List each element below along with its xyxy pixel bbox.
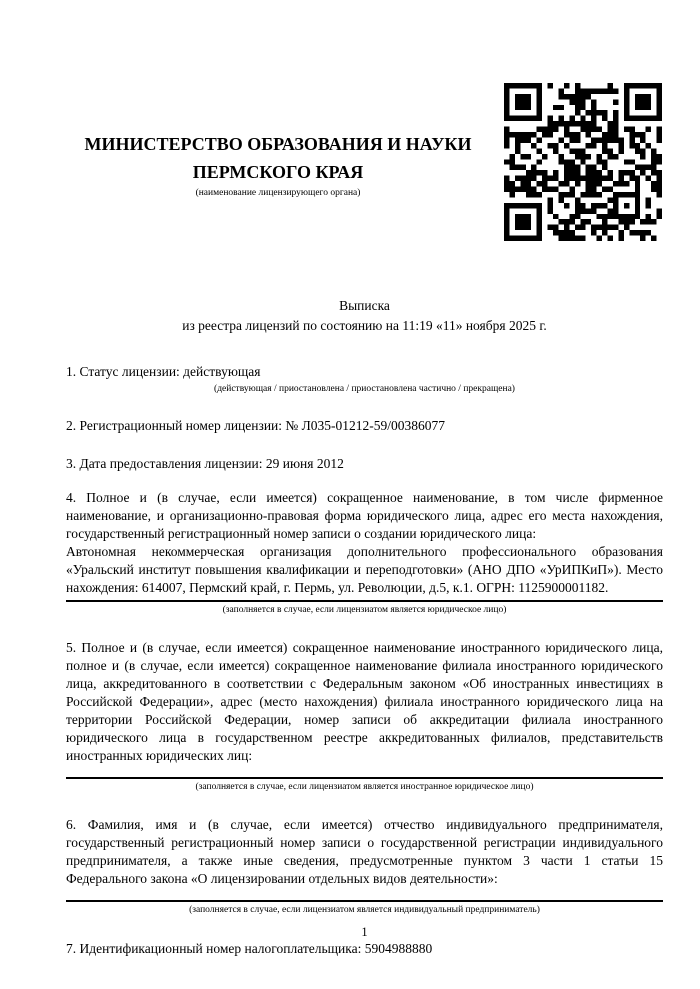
document-subtitle: из реестра лицензий по состоянию на 11:19 «11» ноября 2025 г. <box>182 318 547 333</box>
license-status-caption: (действующая / приостановлена / приостановлена частично / прекращена) <box>214 384 515 394</box>
licensing-authority-caption: (наименование лицензирующего органа) <box>195 188 361 198</box>
item-legal-entity <box>66 489 663 617</box>
page-number: 1 <box>361 925 368 939</box>
foreign-entity-rule <box>66 777 663 779</box>
entrepreneur-caption: (заполняется в случае, если лицензиатом является индивидуальный предприниматель) <box>189 905 540 915</box>
document-title: Выписка <box>339 298 390 313</box>
item-inn <box>66 940 663 958</box>
inn-text: 7. Идентификационный номер налогоплательщика: 5904988880 <box>66 941 433 956</box>
qr-code <box>504 83 662 241</box>
legal-entity-caption: (заполняется в случае, если лицензиатом является юридическое лицо) <box>222 605 507 615</box>
license-status-text: 1. Статус лицензии: действующая <box>66 364 261 379</box>
foreign-entity-question: 5. Полное и (в случае, если имеется) сокращенное наименование иностранного юридического лица, полное и (в случае, если имеется) сокращенное наименование филиала иностранного юридического лица, аккредитованного в соответствии с Федеральным законом «Об иностранных инвестициях в Российской Федерации», адрес (место нахождения) филиала иностранного юридического лица на территории Российской Федерации, номер записи об аккредитации филиала иностранного юридического лица в государственном реестре аккредитованных филиалов, представительств иностранных юридических лиц: <box>66 640 663 763</box>
item-registration-number <box>66 417 663 435</box>
document-content <box>0 130 700 958</box>
document-title-block <box>66 296 663 336</box>
legal-entity-question: 4. Полное и (в случае, если имеется) сокращенное наименование, в том числе фирменное наименование, и организационно-правовая форма юридического лица, адрес его места нахождения, государственный регистрационный номер записи о создании юридического лица: <box>66 490 663 541</box>
foreign-entity-caption: (заполняется в случае, если лицензиатом является иностранное юридическое лицо) <box>195 782 534 792</box>
ministry-name-line1: МИНИСТЕРСТВО ОБРАЗОВАНИЯ И НАУКИ <box>84 134 472 154</box>
entrepreneur-rule <box>66 900 663 902</box>
item-entrepreneur <box>66 816 663 917</box>
item-grant-date <box>66 455 663 473</box>
licensing-authority-name <box>66 130 490 186</box>
registration-number-text: 2. Регистрационный номер лицензии: № Л035-01212-59/00386077 <box>66 418 446 433</box>
item-license-status <box>66 363 663 396</box>
ministry-name-line2: ПЕРМСКОГО КРАЯ <box>192 162 364 182</box>
legal-entity-answer: Автономная некоммерческая организация дополнительного профессионального образования «Уральский институт повышения квалификации и переподготовки» (АНО ДПО «УрИПКиП»). Место нахождения: 614007, Пермский край, г. Пермь, ул. Революции, д.5, к.1. ОГРН: 1125900001182. <box>66 544 663 595</box>
entrepreneur-question: 6. Фамилия, имя и (в случае, если имеется) отчество индивидуального предпринимателя, государственный регистрационный номер записи о государственной регистрации индивидуального предпринимателя, а также иные сведения, предусмотренные пунктом 3 части 1 статьи 15 Федерального закона «О лицензировании отдельных видов деятельности»: <box>66 817 663 886</box>
grant-date-text: 3. Дата предоставления лицензии: 29 июня 2012 <box>66 456 344 471</box>
legal-entity-rule <box>66 600 663 602</box>
item-foreign-entity <box>66 639 663 794</box>
